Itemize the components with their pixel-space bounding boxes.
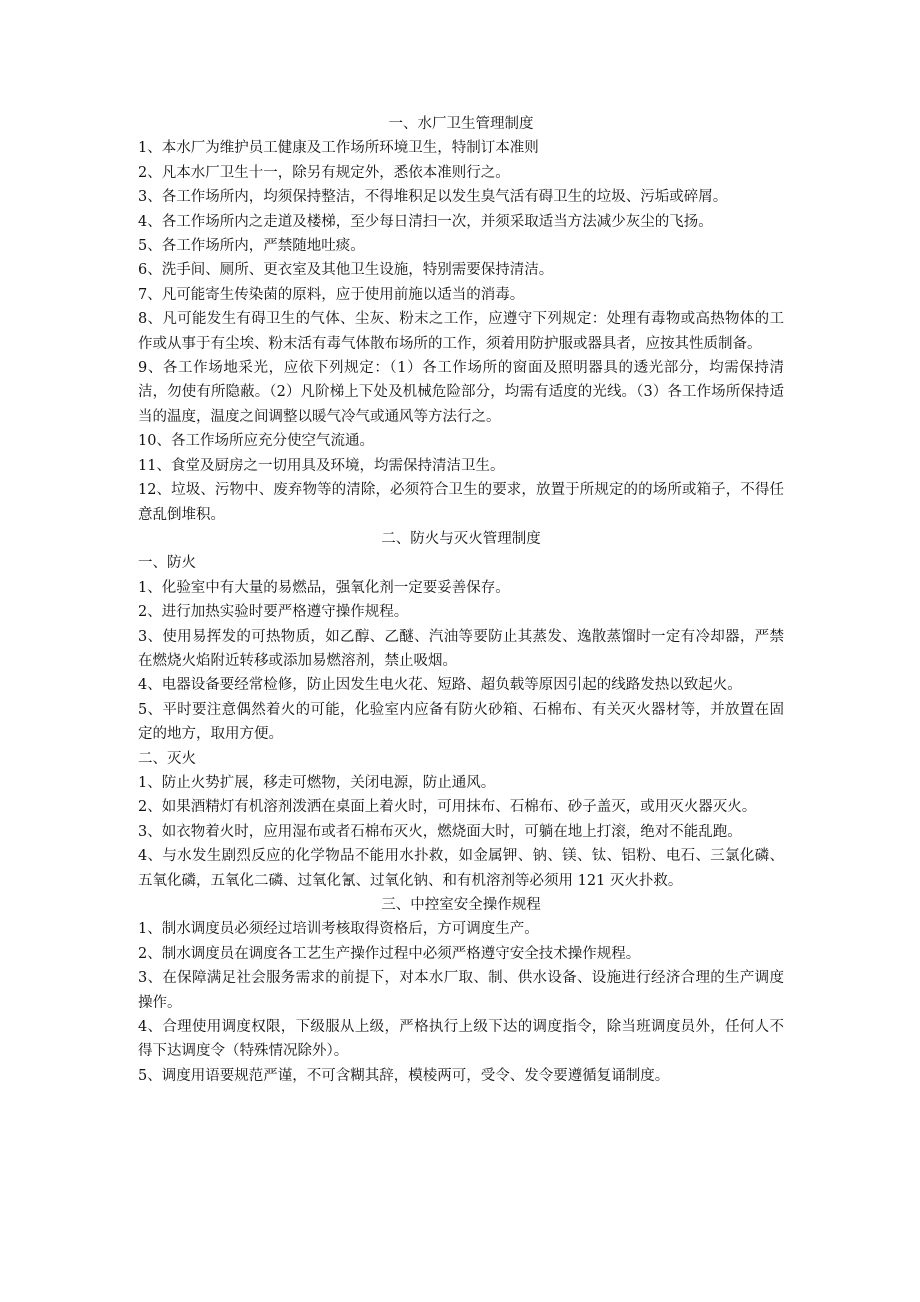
fire-prevention-item: 3、使用易挥发的可热物质，如乙醇、乙醚、汽油等要防止其蒸发、逸散蒸馏时一定有冷却器，严禁在燃烧火焰附近转移或添加易燃溶剂，禁止吸烟。 xyxy=(138,628,784,669)
section-3-item: 3、在保障满足社会服务需求的前提下，对本水厂取、制、供水设备、设施进行经济合理的生产调度操作。 xyxy=(138,970,784,1011)
section-1-title: 一、水厂卫生管理制度 xyxy=(388,116,534,132)
fire-prevention-item: 2、进行加热实验时要严格遵守操作规程。 xyxy=(138,604,409,621)
section-1-item: 3、各工作场所内，均须保持整洁，不得堆积足以发生臭气活有碍卫生的垃圾、污垢或碎屑。 xyxy=(138,189,728,206)
fire-prevention-item: 1、化验室中有大量的易燃品，强氧化剂一定要妥善保存。 xyxy=(138,579,510,596)
section-3-item: 1、制水调度员必须经过培训考核取得资格后，方可调度生产。 xyxy=(138,921,539,938)
section-3-title: 三、中控室安全操作规程 xyxy=(381,897,541,913)
section-1-item: 1、本水厂为维护员工健康及工作场所环境卫生，特制订本准则 xyxy=(138,140,539,157)
section-1-item: 7、凡可能寄生传染菌的原料，应于使用前施以适当的消毒。 xyxy=(138,286,525,303)
document-page xyxy=(138,112,784,1088)
subsection-fire-fighting-title: 二、灭火 xyxy=(138,750,196,767)
section-1-item: 8、凡可能发生有碍卫生的气体、尘灰、粉末之工作，应遵守下列规定：处理有毒物或高热物体的工作或从事于有尘埃、粉末活有毒气体散布场所的工作，须着用防护服或器具者，应按其性质制备。 xyxy=(138,311,784,352)
section-1-item: 9、各工作场地采光，应依下列规定：（1）各工作场所的窗面及照明器具的透光部分，均需保持清洁，勿使有所隐蔽。（2）凡阶梯上下处及机械危险部分，均需有适度的光线。（3）各工作场所保持适当的温度，温度之间调整以暖气冷气或通风等方法行之。 xyxy=(138,360,784,425)
section-1-item: 4、各工作场所内之走道及楼梯，至少每日清扫一次，并须采取适当方法减少灰尘的飞扬。 xyxy=(138,213,713,230)
section-1-item: 6、洗手间、厕所、更衣室及其他卫生设施，特别需要保持清洁。 xyxy=(138,262,554,279)
section-1-item: 10、各工作场所应充分使空气流通。 xyxy=(138,433,374,450)
section-3-item: 5、调度用语要规范严谨，不可含糊其辞，模棱两可，受令、发令要遵循复诵制度。 xyxy=(138,1067,670,1084)
fire-fighting-item: 1、防止火势扩展，移走可燃物，关闭电源，防止通风。 xyxy=(138,774,496,791)
section-3-item: 4、合理使用调度权限，下级服从上级，严格执行上级下达的调度指令，除当班调度员外，任何人不得下达调度令（特殊情况除外）。 xyxy=(138,1019,784,1060)
section-1-item: 5、各工作场所内，严禁随地吐痰。 xyxy=(138,238,365,255)
fire-fighting-item: 2、如果酒精灯有机溶剂泼洒在桌面上着火时，可用抹布、石棉布、砂子盖灭，或用灭火器灭火。 xyxy=(138,799,757,816)
subsection-fire-prevention-title: 一、防火 xyxy=(138,555,196,572)
section-1-item: 11、食堂及厨房之一切用具及环境，均需保持清洁卫生。 xyxy=(138,457,505,474)
fire-prevention-item: 5、平时要注意偶然着火的可能，化验室内应备有防火砂箱、石棉布、有关灭火器材等，并放置在固定的地方，取用方便。 xyxy=(138,701,784,743)
fire-fighting-item: 4、与水发生剧烈反应的化学物品不能用水扑救，如金属钾、钠、镁、钛、铝粉、电石、三氯化磷、五氧化磷，五氧化二磷、过氧化氰、过氧化钠、和有机溶剂等必须用 121 灭火扑救。 xyxy=(138,848,784,889)
section-1-item: 12、垃圾、污物中、废弃物等的清除，必须符合卫生的要求，放置于所规定的的场所或箱子，不得任意乱倒堆积。 xyxy=(138,482,784,523)
fire-prevention-item: 4、电器设备要经常检修，防止因发生电火花、短路、超负载等原因引起的线路发热以致起火。 xyxy=(138,677,742,694)
section-1-item: 2、凡本水厂卫生十一，除另有规定外，悉依本准则行之。 xyxy=(138,164,510,181)
section-3-item: 2、制水调度员在调度各工艺生产操作过程中必须严格遵守安全技术操作规程。 xyxy=(138,945,641,962)
section-2-title: 二、防火与灭火管理制度 xyxy=(381,530,541,547)
fire-fighting-item: 3、如衣物着火时，应用湿布或者石棉布灭火，燃烧面大时，可躺在地上打滚，绝对不能乱跑。 xyxy=(138,823,742,840)
